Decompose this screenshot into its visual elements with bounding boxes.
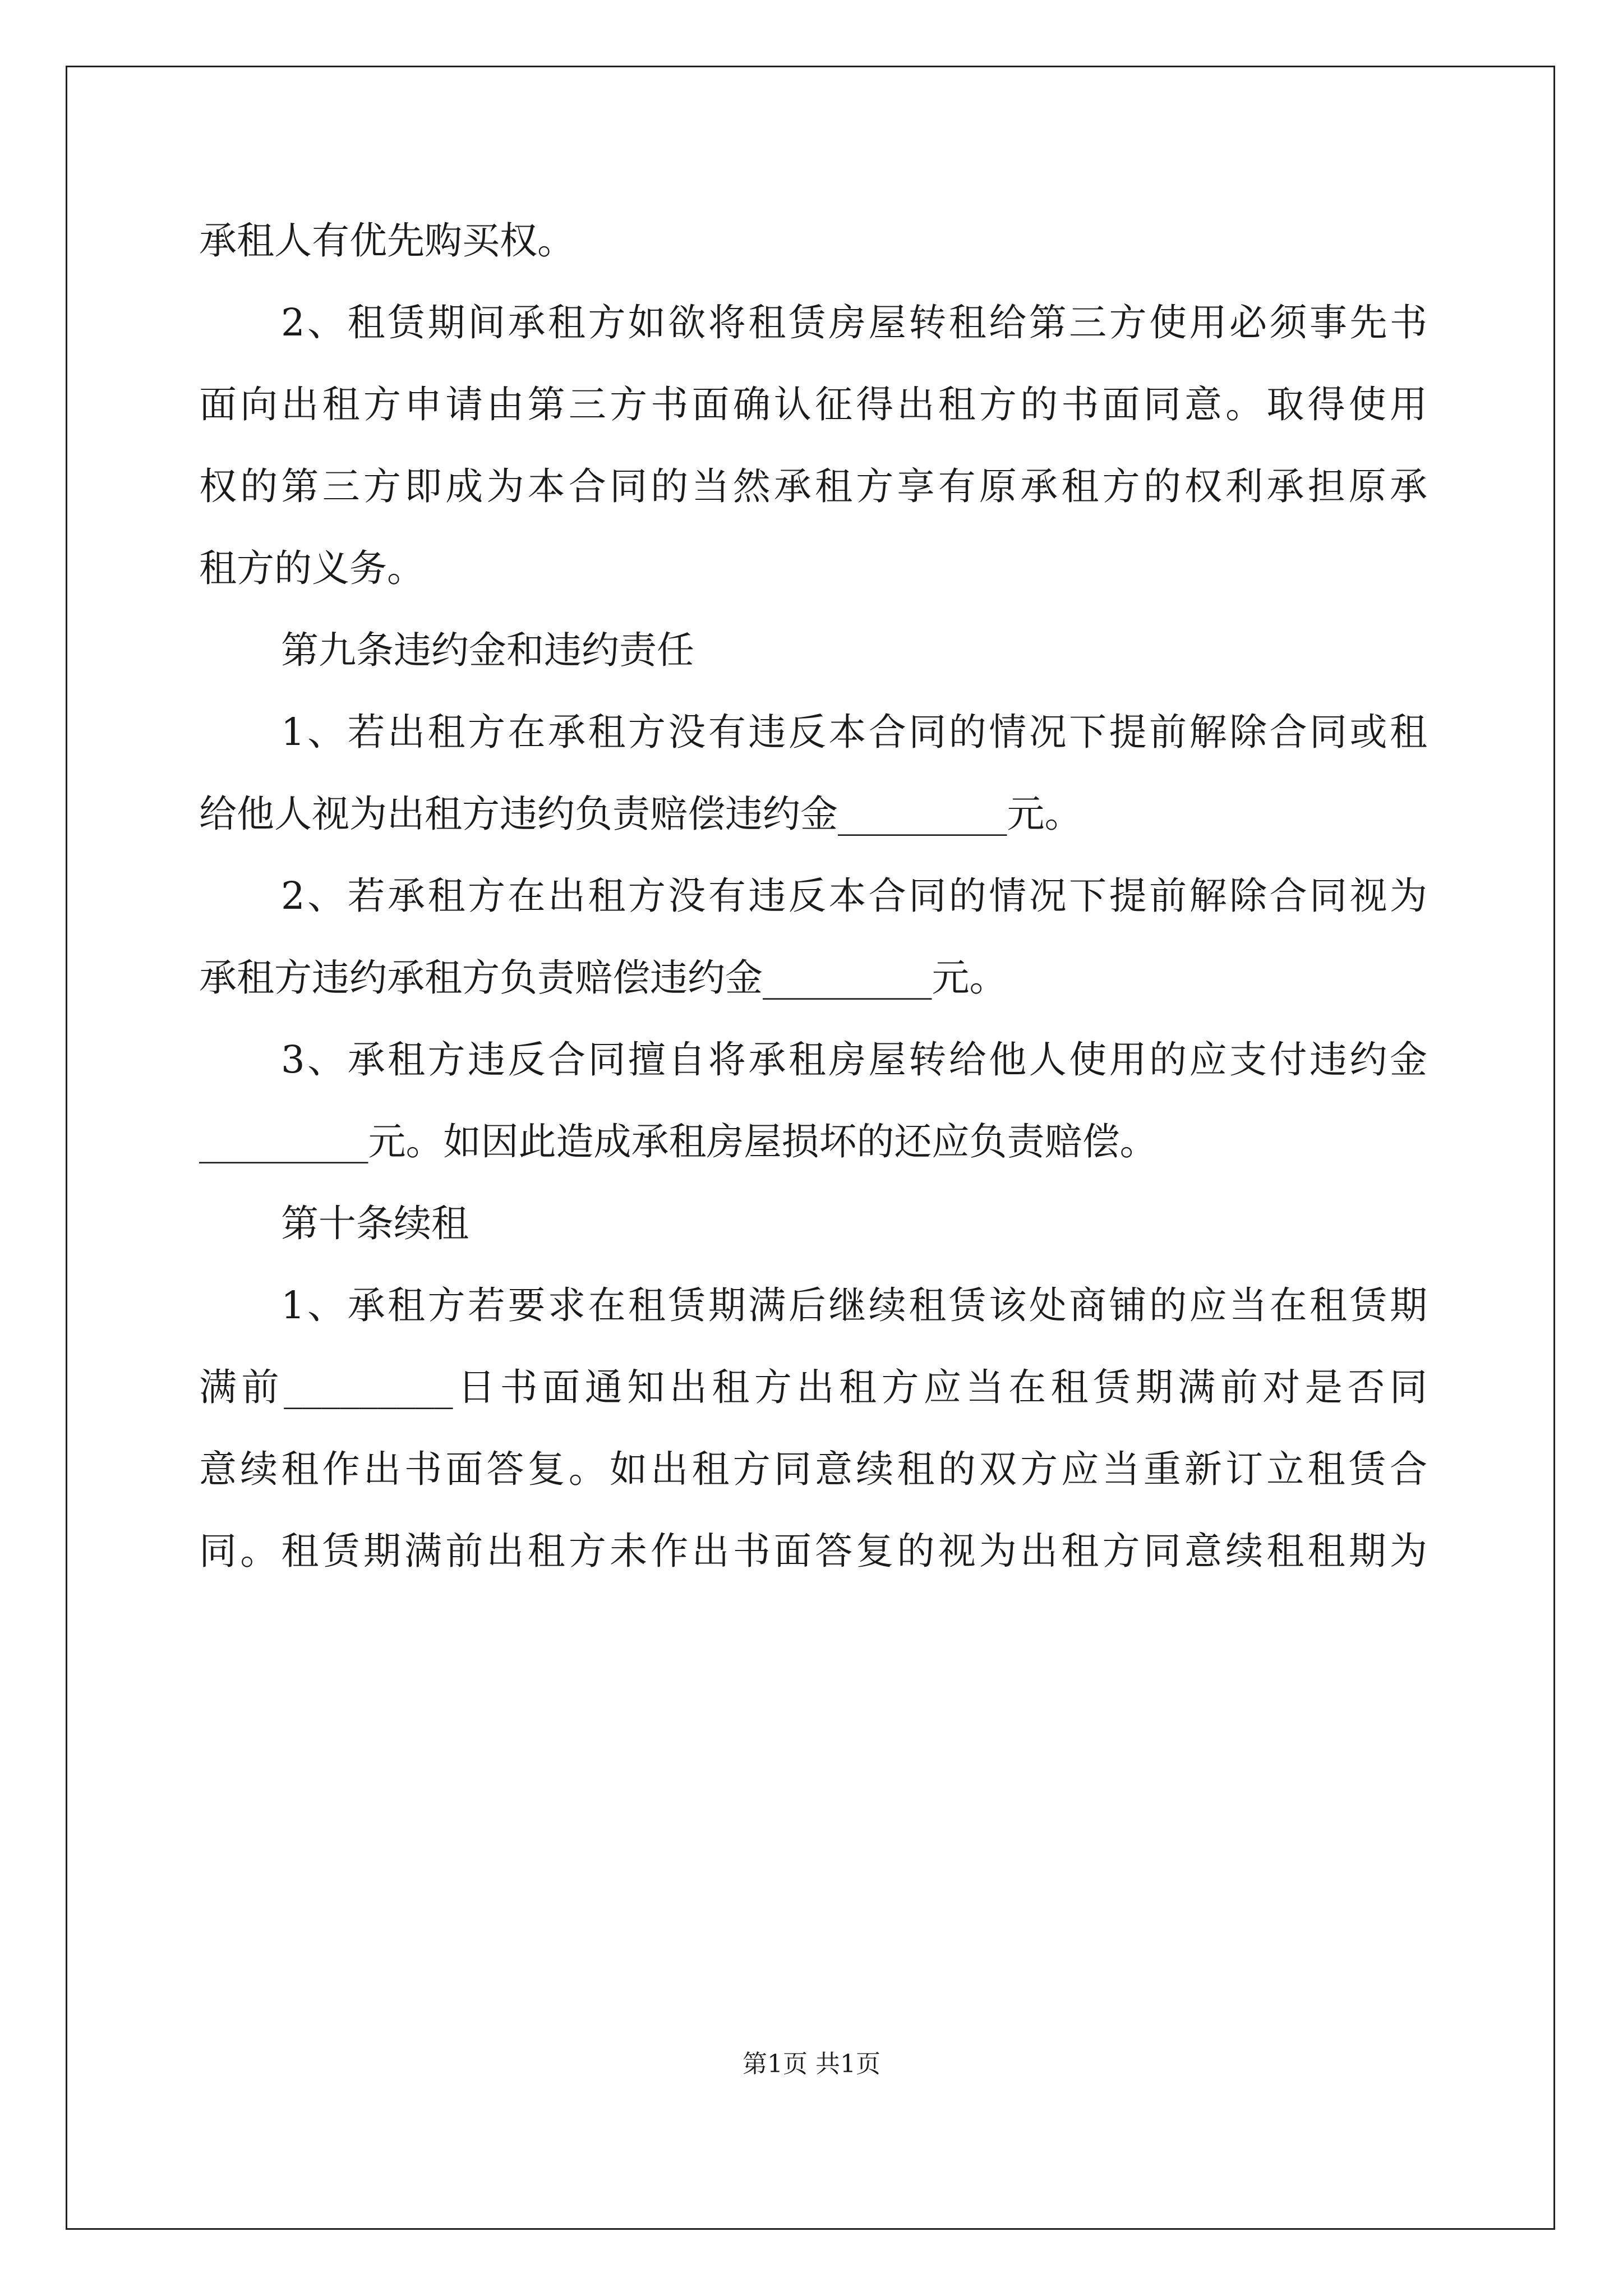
- section-heading: 第九条违约金和违约责任: [281, 628, 694, 672]
- text-line: 满前_________日书面通知出租方出租方应当在租赁期满前对是否同: [199, 1365, 1427, 1409]
- page-number-footer: 第1页 共1页: [743, 2050, 880, 2078]
- text-line: 面向出租方申请由第三方书面确认征得出租方的书面同意。取得使用: [199, 383, 1427, 426]
- section-heading: 第十条续租: [281, 1202, 469, 1245]
- text-line: _________元。如因此造成承租房屋损坏的还应负责赔偿。: [199, 1120, 1158, 1163]
- document-body: [199, 200, 1427, 1592]
- text-line: 给他人视为出租方违约负责赔偿违约金_________元。: [199, 792, 1082, 836]
- text-line: 意续租作出书面答复。如出租方同意续租的双方应当重新订立租赁合: [199, 1447, 1427, 1491]
- text-line: 2、若承租方在出租方没有违反本合同的情况下提前解除合同视为: [281, 874, 1427, 918]
- text-line: 承租人有优先购买权。: [199, 219, 575, 263]
- text-line: 同。租赁期满前出租方未作出书面答复的视为出租方同意续租租期为: [199, 1529, 1427, 1573]
- text-line: 3、承租方违反合同擅自将承租房屋转给他人使用的应支付违约金: [281, 1038, 1427, 1082]
- text-line: 2、租赁期间承租方如欲将租赁房屋转租给第三方使用必须事先书: [281, 301, 1427, 344]
- text-line: 1、若出租方在承租方没有违反本合同的情况下提前解除合同或租: [281, 710, 1427, 754]
- text-line: 1、承租方若要求在租赁期满后继续租赁该处商铺的应当在租赁期: [281, 1283, 1427, 1327]
- text-line: 租方的义务。: [199, 546, 425, 590]
- text-line: 承租方违约承租方负责赔偿违约金_________元。: [199, 956, 1007, 1000]
- text-line: 权的第三方即成为本合同的当然承租方享有原承租方的权利承担原承: [199, 464, 1427, 508]
